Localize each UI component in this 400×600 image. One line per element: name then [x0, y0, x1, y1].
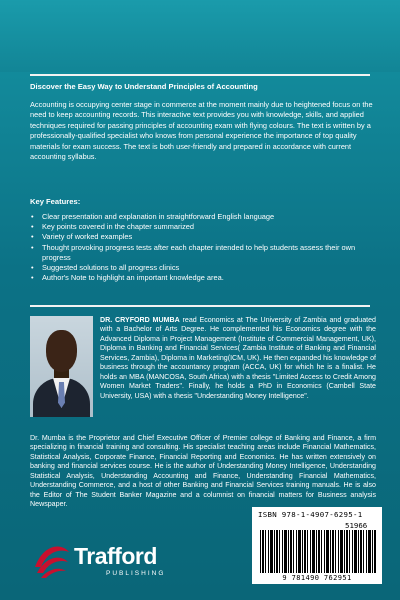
isbn-label: ISBN 978-1-4907-6295-1 — [258, 510, 363, 519]
author-bio — [100, 316, 376, 401]
feature-item: • Clear presentation and explanation in straightforward English language — [30, 212, 375, 222]
headline: Discover the Easy Way to Understand Principles of Accounting — [30, 82, 258, 91]
trafford-logo-icon — [32, 540, 72, 580]
author-name: DR. CRYFORD MUMBA — [100, 316, 180, 324]
middle-rule — [30, 305, 370, 307]
author-bio-continued: Dr. Mumba is the Proprietor and Chief Executive Officer of Premier college of Banking and Finance, a firm specializing in financial training and consulting. His specialist teaching areas include Financial Mathematics, Statistical Analysis, Corporate Finance, Financial Reporting and Economics. He has written extensively on banking and financial services course. He is the author of Understanding Money Intelligence, Understanding Statistical Analysis, Understanding Accounting and Finance, Understanding Financial Mathematics, Understanding Commerce, and a host of other Banking and Financial Services training manuals. He is also the Editor of The Student Banker Magazine and a columnist on financial matters for Business analysis Newspaper. — [30, 434, 376, 509]
price-code: 51966 — [345, 521, 368, 530]
barcode-digits: 9 781490 762951 — [282, 574, 352, 582]
features-heading: Key Features: — [30, 197, 81, 206]
author-head — [46, 330, 77, 372]
features-list — [30, 212, 375, 283]
intro-paragraph: Accounting is occupying center stage in commerce at the moment mainly due to heightened focus on the need to keep accounting records. This interactive text provides you with knowledge, skills, and applied techniques required for passing principles of accounting exam with flying colours. The text is written by a professionally-qualified specialist who knows from personal experience the importance of top quality materials for exam success. The text is both user-friendly and prepared in accordance with current accounting syllabus. — [30, 100, 373, 162]
isbn-barcode-box — [252, 507, 382, 584]
author-bio-text: read Economics at The University of Zambia and graduated with a Bachelor of Arts Degree. He complemented his Economics degree with the Advanced Diploma in Project Management (Institute of Commercial Management, UK), Diploma in Banking and Financial Services( Zambia Institute of Banking and Financial Services, Zambia), Diploma in Marketing(ICM, UK). He then expanded his knowledge of business through the accountancy program (ACCA, UK) for which he is a finalist. He holds an MBA (MANCOSA, South Africa) with a thesis "Limited Access to Credit Among Women Market Traders". Finally, he holds a PhD in Economics (Cambell State University, USA) with a thesis "Understanding Money Intelligence". — [100, 316, 377, 400]
feature-item: • Key points covered in the chapter summarized — [30, 222, 375, 232]
publisher-name: Trafford — [74, 543, 157, 569]
publisher-logo — [32, 540, 192, 582]
feature-item: • Author's Note to highlight an important knowledge area. — [30, 273, 375, 283]
author-photo — [30, 316, 93, 417]
feature-item: • Variety of worked examples — [30, 232, 375, 242]
top-band — [0, 0, 400, 72]
feature-item: • Thought provoking progress tests after each chapter intended to help students assess their own progress — [30, 243, 375, 263]
author-tie — [58, 382, 65, 408]
publisher-tagline: PUBLISHING — [106, 570, 166, 577]
feature-item: • Suggested solutions to all progress clinics — [30, 263, 375, 273]
top-rule — [30, 74, 370, 76]
barcode — [260, 530, 376, 573]
